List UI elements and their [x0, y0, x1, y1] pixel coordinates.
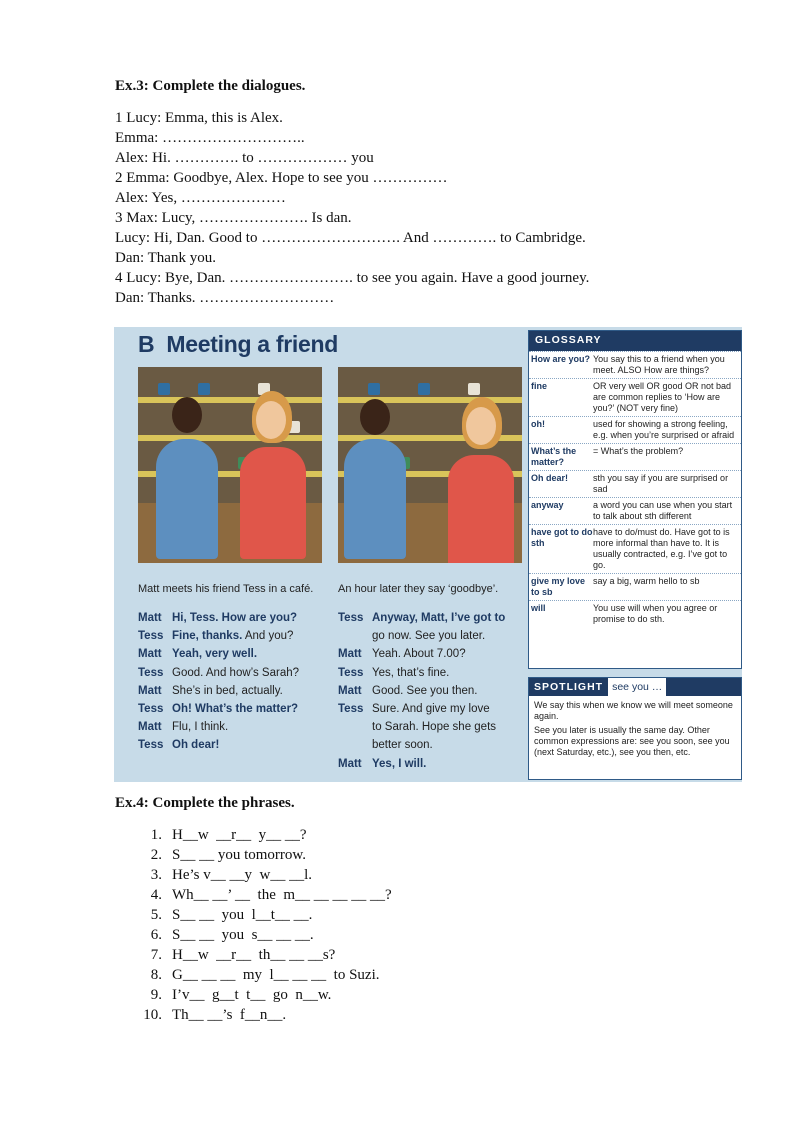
glossary-term: How are you?	[531, 354, 591, 364]
ex3-line: 4 Lucy: Bye, Dan. ……………………. to see you again. Have a good journey.	[115, 270, 590, 286]
glossary-term: oh!	[531, 419, 545, 429]
plain-text: Good. And how’s Sarah?	[172, 666, 300, 679]
glossary-definition: say a big, warm hello to sb	[593, 576, 700, 586]
list-item	[138, 825, 392, 845]
ex3-line: Alex: Yes, …………………	[115, 190, 286, 206]
glossary-definition: used for showing a strong feeling, e.g. when you’re surprised or afraid	[593, 419, 735, 440]
glossary-box	[528, 330, 742, 669]
speaker: Matt	[138, 721, 162, 734]
phrase-text: S__ __ you s__ __ __.	[172, 927, 314, 943]
ex3-line: 1 Lucy: Emma, this is Alex.	[115, 110, 283, 126]
item-number: 3.	[150, 867, 162, 883]
plain-text: Good. See you then.	[372, 684, 478, 697]
item-number: 6.	[150, 927, 162, 943]
item-number: 8.	[150, 967, 162, 983]
dialog-line	[138, 718, 299, 736]
plain-text: Flu, I think.	[172, 721, 229, 734]
section-title-text: Meeting a friend	[166, 331, 338, 357]
item-number: 10.	[143, 1007, 162, 1023]
item-number: 1.	[150, 827, 162, 843]
glossary-entry	[529, 416, 741, 443]
dialog-line	[338, 627, 505, 645]
glossary-entry	[529, 600, 741, 627]
glossary-term: will	[531, 603, 546, 613]
dialog-line	[138, 645, 299, 663]
glossary-term: have got to do sth	[531, 527, 593, 548]
speaker	[338, 736, 372, 754]
ex4-heading: Ex.4: Complete the phrases.	[115, 795, 295, 811]
phrase-text: Wh__ __’ __ the m__ __ __ __ __?	[172, 887, 392, 903]
bold-text: Yeah, very well.	[172, 648, 258, 661]
cafe-illustration-goodbye	[338, 367, 522, 563]
speaker: Tess	[338, 703, 364, 716]
speaker: Matt	[138, 648, 162, 661]
plain-text: better soon.	[372, 739, 433, 752]
glossary-entry	[529, 497, 741, 524]
ex3-line: Alex: Hi. …………. to ……………… you	[115, 150, 374, 166]
item-number: 5.	[150, 907, 162, 923]
ex3-line: Lucy: Hi, Dan. Good to ………………………. And …………. to Cambridge.	[115, 230, 586, 246]
spotlight-para-2: See you later is usually the same day. Other common expressions are: see you soon, see you (next Saturday, etc.), see you then, etc.	[534, 725, 730, 757]
glossary-definition: You use will when you agree or promise to do sth.	[593, 603, 718, 624]
bold-text: Oh! What’s the matter?	[172, 703, 299, 716]
speaker	[338, 718, 372, 736]
item-number: 4.	[150, 887, 162, 903]
dialog-line	[138, 609, 299, 627]
phrase-text: H__w __r__ y__ __?	[172, 827, 307, 843]
section-title	[138, 331, 338, 358]
glossary-definition: You say this to a friend when you meet. ALSO How are things?	[593, 354, 725, 375]
caption-left: Matt meets his friend Tess in a café.	[138, 583, 314, 595]
dialog-line	[338, 682, 505, 700]
dialog-line	[338, 645, 505, 663]
spotlight-para-1: We say this when we know we will meet someone again.	[534, 700, 733, 721]
glossary-heading: GLOSSARY	[529, 331, 741, 351]
dialog-line	[338, 755, 505, 773]
speaker: Tess	[338, 666, 364, 679]
dialog-left	[138, 609, 299, 755]
glossary-term: What’s the matter?	[531, 446, 577, 467]
dialog-line	[138, 627, 299, 645]
plain-text: She’s in bed, actually.	[172, 684, 283, 697]
glossary-entry	[529, 351, 741, 378]
plain-text: to Sarah. Hope she gets	[372, 721, 497, 734]
speaker: Tess	[138, 666, 164, 679]
ex3-line: 2 Emma: Goodbye, Alex. Hope to see you ……………	[115, 170, 448, 186]
dialog-line	[138, 664, 299, 682]
phrase-text: He’s v__ __y w__ __l.	[172, 867, 312, 883]
glossary-entry	[529, 573, 741, 600]
speaker: Tess	[138, 703, 164, 716]
speaker: Tess	[338, 612, 364, 624]
bold-text: Yes, I will.	[372, 757, 427, 770]
spotlight-header	[529, 678, 741, 696]
dialog-line	[338, 718, 505, 736]
glossary-definition: OR very well OR good OR not bad are common replies to ‘How are you?’ (NOT very fine)	[593, 381, 732, 413]
bold-text: Hi, Tess. How are you?	[172, 612, 298, 624]
dialog-line	[338, 736, 505, 754]
spotlight-box	[528, 677, 742, 780]
glossary-definition: have to do/must do. Have got to is more informal than have to. It is usually contracted, e.g. I’ve got to go.	[593, 527, 730, 570]
ex3-line: 3 Max: Lucy, …………………. Is dan.	[115, 210, 352, 226]
list-item	[138, 985, 392, 1005]
glossary-term: Oh dear!	[531, 473, 569, 483]
speaker: Matt	[338, 648, 362, 661]
glossary-definition: = What’s the problem?	[593, 446, 684, 456]
speaker: Matt	[338, 757, 362, 770]
list-item	[138, 865, 392, 885]
phrase-text: H__w __r__ th__ __ __s?	[172, 947, 336, 963]
ex3-heading: Ex.3: Complete the dialogues.	[115, 78, 306, 94]
dialog-line	[138, 700, 299, 718]
phrase-text: I’v__ g__t t__ go n__w.	[172, 987, 332, 1003]
plain-text: Yes, that’s fine.	[372, 666, 450, 679]
plain-text: go now. See you later.	[372, 630, 486, 643]
phrase-text: S__ __ you tomorrow.	[172, 847, 307, 863]
list-item	[138, 925, 392, 945]
dialog-line	[338, 664, 505, 682]
spotlight-body	[529, 696, 741, 762]
list-item	[138, 885, 392, 905]
list-item	[138, 845, 392, 865]
speaker: Tess	[138, 739, 164, 752]
glossary-entry	[529, 524, 741, 573]
ex3-line: Dan: Thanks. ………………………	[115, 290, 335, 306]
dialog-line	[338, 609, 505, 627]
list-item	[138, 1005, 392, 1025]
ex3-line: Emma: ………………………..	[115, 130, 305, 146]
list-item	[138, 905, 392, 925]
section-letter: B	[138, 331, 155, 357]
dialog-line	[138, 682, 299, 700]
list-item	[138, 945, 392, 965]
dialog-line	[138, 736, 299, 754]
glossary-term: anyway	[531, 500, 564, 510]
ex3-dialogues	[115, 108, 589, 308]
item-number: 9.	[150, 987, 162, 1003]
glossary-entry	[529, 443, 741, 470]
plain-text: And you?	[242, 630, 294, 643]
plain-text: Yeah. About 7.00?	[372, 648, 466, 661]
phrase-text: Th__ __’s f__n__.	[172, 1007, 287, 1023]
item-number: 2.	[150, 847, 162, 863]
dialog-line	[338, 700, 505, 718]
bold-text: Oh dear!	[172, 739, 220, 752]
cafe-illustration-greeting	[138, 367, 322, 563]
list-item	[138, 965, 392, 985]
glossary-term: give my love to sb	[531, 576, 586, 597]
dialog-right	[338, 609, 505, 773]
phrase-text: S__ __ you l__t__ __.	[172, 907, 313, 923]
plain-text: Sure. And give my love	[372, 703, 490, 716]
ex3-line: Dan: Thank you.	[115, 250, 216, 266]
glossary-entry	[529, 378, 741, 416]
speaker	[338, 627, 372, 645]
glossary-entry	[529, 470, 741, 497]
ex4-phrase-list	[138, 825, 392, 1025]
bold-text: Anyway, Matt, I’ve got to	[372, 612, 506, 624]
bold-text: Fine, thanks.	[172, 630, 243, 643]
glossary-definition: a word you can use when you start to talk about sth different	[593, 500, 733, 521]
speaker: Tess	[138, 630, 164, 643]
item-number: 7.	[150, 947, 162, 963]
speaker: Matt	[338, 684, 362, 697]
glossary-term: fine	[531, 381, 548, 391]
spotlight-subtitle: see you …	[608, 678, 666, 696]
speaker: Matt	[138, 684, 162, 697]
textbook-panel	[114, 327, 742, 782]
spotlight-tag: SPOTLIGHT	[534, 681, 604, 693]
glossary-definition: sth you say if you are surprised or sad	[593, 473, 729, 494]
phrase-text: G__ __ __ my l__ __ __ to Suzi.	[172, 967, 380, 983]
speaker: Matt	[138, 612, 162, 624]
caption-right: An hour later they say ‘goodbye’.	[338, 583, 499, 595]
